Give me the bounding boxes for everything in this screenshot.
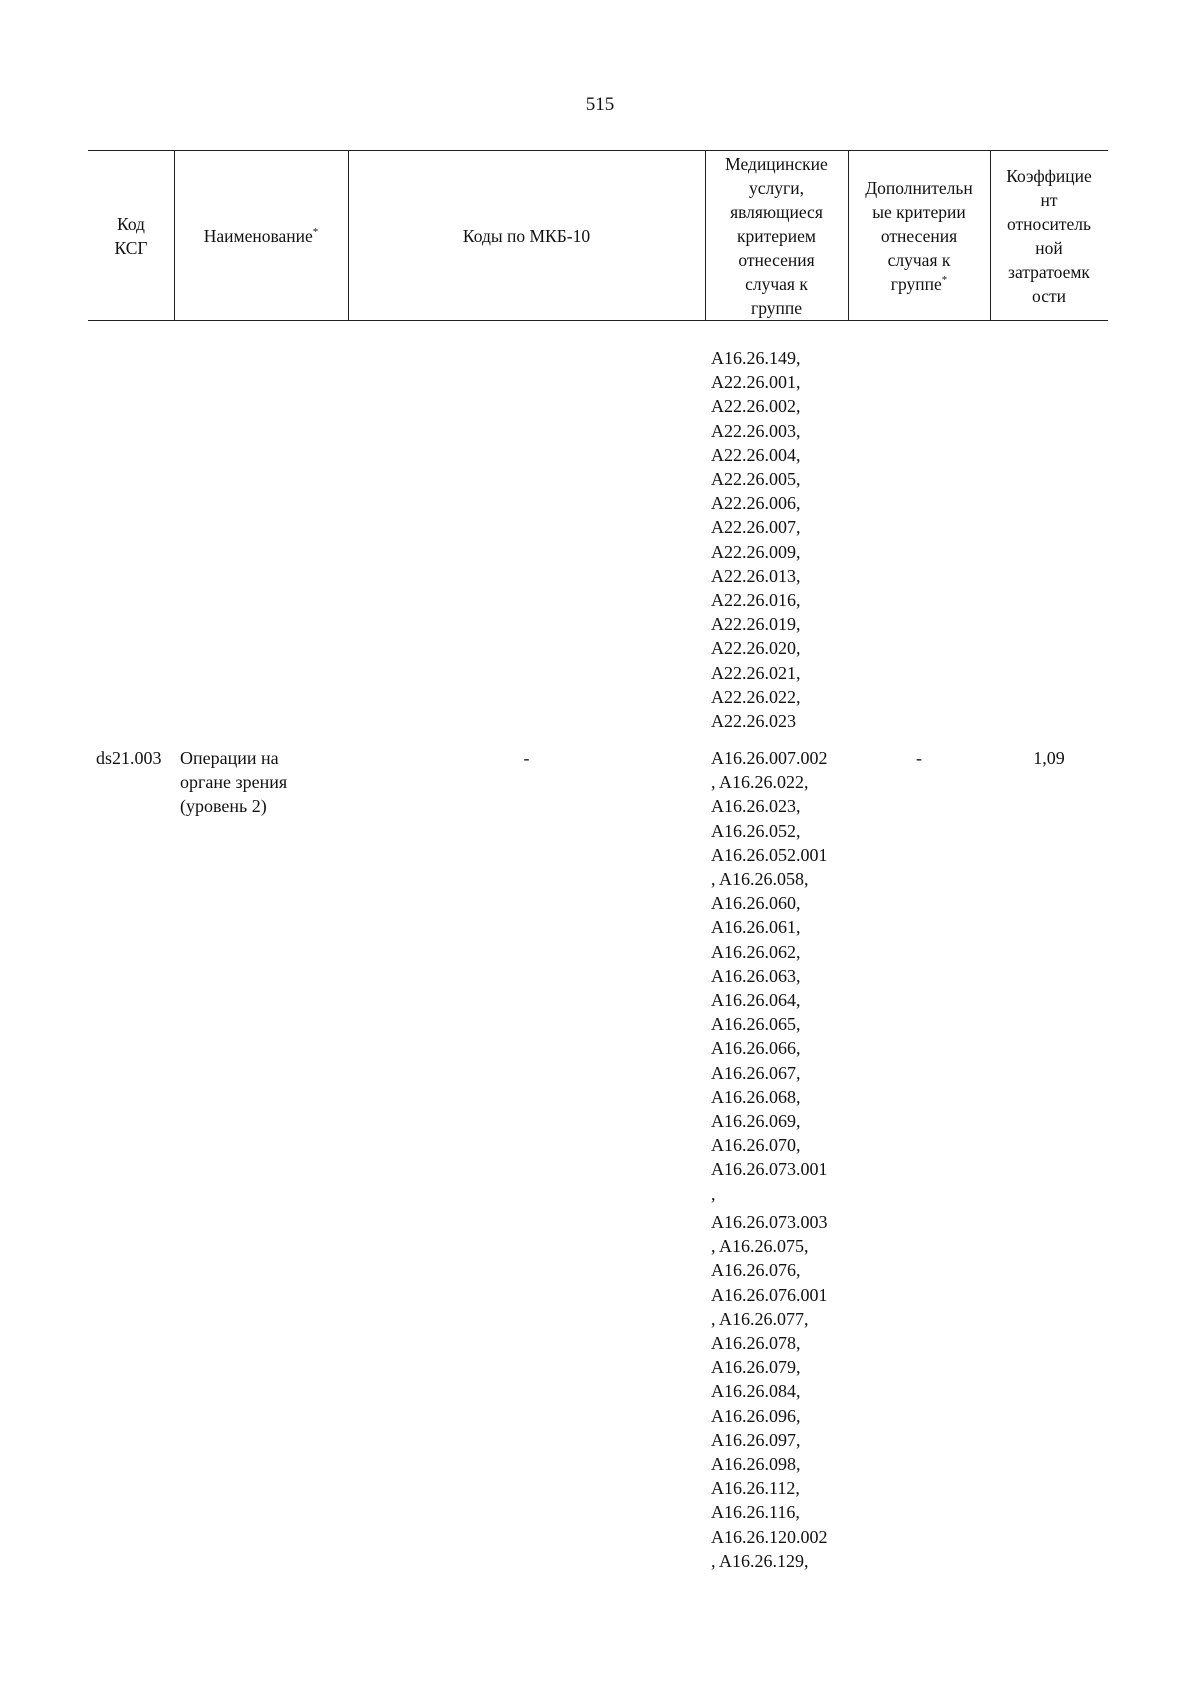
row-code: ds21.003 bbox=[96, 748, 162, 768]
row-services-part2: A16.26.073.003 , A16.26.075, A16.26.076, A16.26.076.001 , A16.26.077, A16.26.078, A16.26.079, A16.26.084, A16.26.096, A16.26.097, A16.26.098, A16.26.112, A16.26.116, A16.26.120.002 , A16.26.129, bbox=[711, 1212, 828, 1571]
header-coef bbox=[990, 151, 1108, 320]
page-number: 515 bbox=[585, 94, 615, 115]
header-icd-label: Коды по МКБ-10 bbox=[462, 225, 591, 246]
header-name-label: Наименование* bbox=[203, 225, 319, 246]
header-services bbox=[705, 151, 848, 320]
header-extra-label: Дополнительн ые критерии отнесения случая к группе* bbox=[865, 177, 973, 294]
row-extra: - bbox=[916, 748, 922, 768]
header-extra bbox=[848, 151, 990, 320]
row-name: Операции на органе зрения (уровень 2) bbox=[180, 748, 288, 817]
header-bottom-rule bbox=[88, 320, 1108, 321]
header-name bbox=[174, 151, 348, 320]
header-code-label: Код КСГ bbox=[114, 213, 148, 258]
row-icd: - bbox=[523, 748, 530, 768]
header-icd bbox=[348, 151, 705, 320]
continuation-services: A16.26.149, A22.26.001, A22.26.002, A22.26.003, A22.26.004, A22.26.005, A22.26.006, A22.26.007, A22.26.009, A22.26.013, A22.26.016, A22.26.019, A22.26.020, A22.26.021, A22.26.022, A22.26.023 bbox=[711, 348, 801, 732]
header-services-label: Медицинские услуги, являющиеся критерием отнесения случая к группе bbox=[725, 153, 828, 318]
footnote-mark: * bbox=[941, 273, 948, 286]
row-coef: 1,09 bbox=[1033, 748, 1065, 768]
row-services-part1: A16.26.007.002 , A16.26.022, A16.26.023, A16.26.052, A16.26.052.001 , A16.26.058, A16.26.060, A16.26.061, A16.26.062, A16.26.063, A16.26.064, A16.26.065, A16.26.066, A16.26.067, A16.26.068, A16.26.069, A16.26.070, A16.26.073.001 , bbox=[711, 748, 828, 1204]
header-code bbox=[88, 151, 174, 320]
footnote-mark: * bbox=[312, 225, 319, 238]
header-coef-label: Коэффицие нт относитель ной затратоемк ости bbox=[1006, 165, 1092, 306]
